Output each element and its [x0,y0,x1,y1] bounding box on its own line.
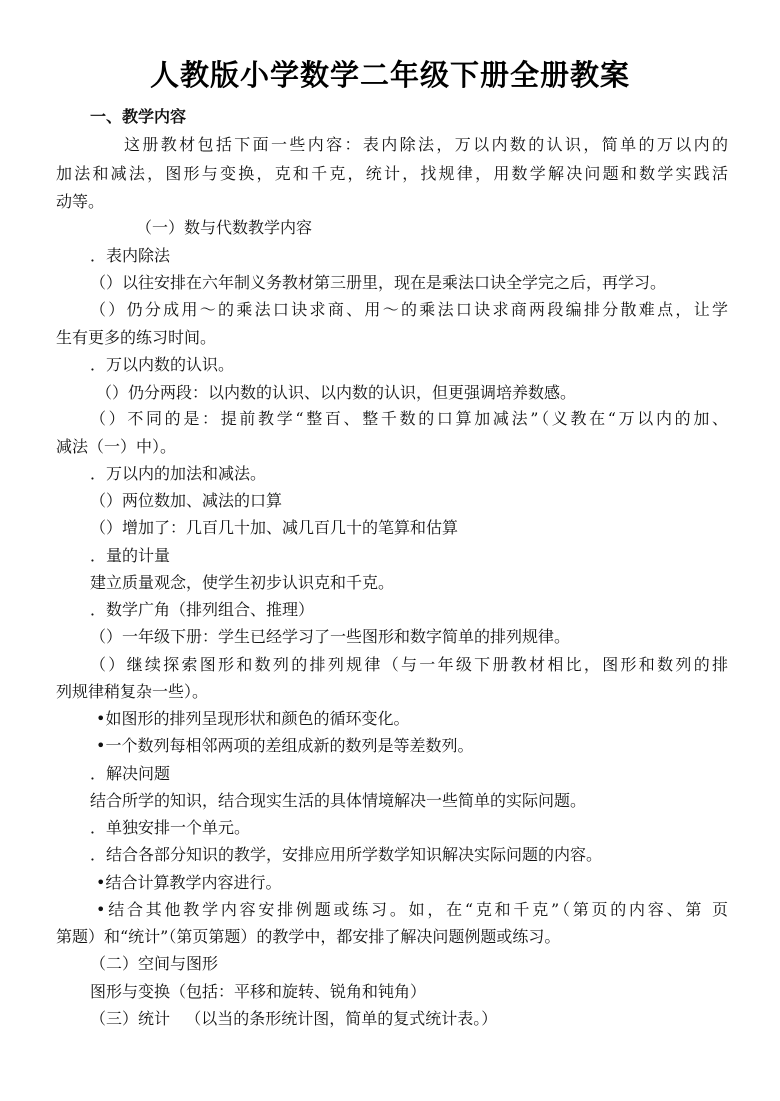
paragraph-line: 加法和减法，图形与变换，克和千克，统计，找规律，用数学解决问题和数学实践活 [56,164,728,183]
paragraph-line: 列规律稍复杂一些）。 [56,682,209,701]
list-item-heading: ．量的计量 [90,546,171,565]
paragraph-line: ．单独安排一个单元。 [90,818,251,837]
list-item-heading: ．表内除法 [90,246,171,265]
paragraph-line: ．结合各部分知识的教学，安排应用所学数学知识解决实际问题的内容。 [90,845,603,864]
paragraph-line: （）增加了：几百几十加、减几百几十的笔算和估算 [90,518,459,537]
paragraph-line: 建立质量观念，使学生初步认识克和千克。 [90,573,395,592]
paragraph-line: 图形与变换（包括：平移和旋转、锐角和钝角） [90,982,427,1001]
paragraph-line: 这册教材包括下面一些内容：表内除法，万以内数的认识，简单的万以内的 [124,135,728,154]
paragraph-line: （）两位数加、减法的口算 [90,491,283,510]
paragraph-line: 结合所学的知识，结合现实生活的具体情境解决一些简单的实际问题。 [90,791,587,810]
paragraph-line: （）不同的是：提前教学“整百、整千数的口算加减法”（义教在“万以内的加、 [90,409,728,428]
bullet-item: •一个数列每相邻两项的差组成新的数列是等差数列。 [96,736,474,755]
paragraph-line: 生有更多的练习时间。 [56,328,217,347]
document-title: 人教版小学数学二年级下册全册教案 [149,58,630,92]
bullet-item: •结合计算教学内容进行。 [96,873,282,892]
paragraph-line: 动等。 [56,192,105,211]
paragraph-line: （）一年级下册：学生已经学习了一些图形和数字简单的排列规律。 [90,627,571,646]
subsection-heading: （三）统计 （以当的条形统计图，简单的复式统计表。） [90,1009,498,1028]
paragraph-line: （）以往安排在六年制义务教材第三册里，现在是乘法口诀全学完之后，再学习。 [90,273,667,292]
paragraph-line: 第题）和“统计”（第页第题）的教学中，都安排了解决问题例题或练习。 [56,927,561,946]
list-item-heading: ．解决问题 [90,764,171,783]
bullet-item: •结合其他教学内容安排例题或练习。如，在“克和千克”（第页的内容、第 页 [96,900,728,919]
bullet-item: •如图形的排列呈现形状和颜色的循环变化。 [96,709,410,728]
subsection-heading: （二）空间与图形 [90,954,219,973]
paragraph-line: （）仍分两段：以内数的认识、以内数的认识，但更强调培养数感。 [96,383,577,402]
paragraph-line: 减法（一）中）。 [56,437,177,456]
section-heading-content: 一、教学内容 [90,107,187,126]
list-item-heading: ．万以内的加法和减法。 [90,464,267,483]
paragraph-line: （）继续探索图形和数列的排列规律（与一年级下册教材相比，图形和数列的排 [90,655,728,674]
subsection-heading: （一）数与代数教学内容 [136,218,313,237]
list-item-heading: ．数学广角（排列组合、推理） [90,600,315,619]
paragraph-line: （）仍分成用～的乘法口诀求商、用～的乘法口诀求商两段编排分散难点，让学 [90,300,728,319]
list-item-heading: ．万以内数的认识。 [90,355,235,374]
